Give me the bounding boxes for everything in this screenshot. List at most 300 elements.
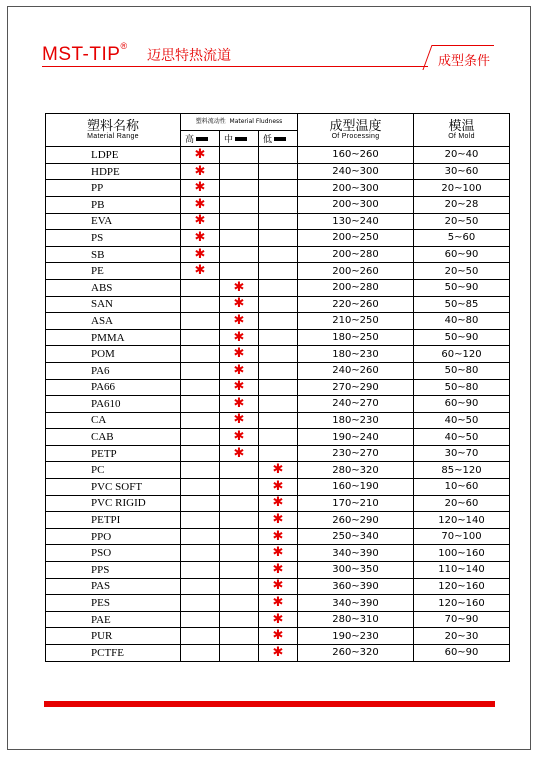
material-name — [46, 545, 181, 562]
section-title: 成型条件 — [438, 54, 491, 69]
table-row — [46, 313, 510, 330]
star-icon: ✱ — [194, 263, 206, 279]
star-icon: ✱ — [233, 445, 245, 461]
flow-mid-cell — [220, 379, 259, 396]
flow-high-cell — [181, 379, 220, 396]
material-name — [46, 429, 181, 446]
flow-mid-cell — [220, 611, 259, 628]
flow-high-cell — [181, 578, 220, 595]
flow-high-label: 高 — [185, 134, 195, 145]
material-name — [46, 562, 181, 579]
material-name-text: PB — [91, 198, 105, 211]
star-icon: ✱ — [194, 163, 206, 179]
material-name — [46, 346, 181, 363]
header-material — [46, 114, 181, 147]
mold-temp: 30~60 — [414, 163, 510, 180]
flow-low-cell — [259, 163, 298, 180]
material-name — [46, 595, 181, 612]
flow-low-cell — [259, 595, 298, 612]
processing-temp: 340~390 — [298, 595, 414, 612]
mold-temp: 40~50 — [414, 412, 510, 429]
star-icon: ✱ — [233, 395, 245, 411]
material-name — [46, 163, 181, 180]
processing-temp: 340~390 — [298, 545, 414, 562]
mold-temp: 60~90 — [414, 645, 510, 662]
mold-temp: 110~140 — [414, 562, 510, 579]
header-process-en: Of Processing — [331, 132, 380, 140]
flow-low-cell — [259, 230, 298, 247]
star-icon: ✱ — [233, 329, 245, 345]
star-icon: ✱ — [272, 478, 284, 494]
table-row — [46, 628, 510, 645]
material-name — [46, 611, 181, 628]
table-row — [46, 412, 510, 429]
flow-mid-cell — [220, 628, 259, 645]
flow-mid-cell — [220, 296, 259, 313]
material-name — [46, 230, 181, 247]
header-flow-cn: 塑料流动性 — [195, 117, 226, 125]
flow-low-cell — [259, 445, 298, 462]
processing-temp: 190~240 — [298, 429, 414, 446]
star-icon: ✱ — [233, 379, 245, 395]
table-row — [46, 611, 510, 628]
mold-temp: 120~160 — [414, 578, 510, 595]
star-icon: ✱ — [233, 362, 245, 378]
flow-mid-cell — [220, 196, 259, 213]
mold-temp: 20~28 — [414, 196, 510, 213]
flow-high-cell — [181, 479, 220, 496]
flow-low-cell — [259, 346, 298, 363]
flow-high-cell — [181, 429, 220, 446]
mold-temp: 5~60 — [414, 230, 510, 247]
header-flow — [181, 114, 298, 131]
header-material-en: Material Range — [87, 132, 139, 140]
flow-mid-cell — [220, 445, 259, 462]
header-flow-en: Material Fludness — [229, 117, 283, 125]
flow-mid-bar — [235, 137, 247, 141]
material-name — [46, 412, 181, 429]
material-name-text: PETPI — [91, 514, 121, 527]
star-icon: ✱ — [194, 229, 206, 245]
header-divider-right — [432, 45, 494, 46]
processing-temp: 240~300 — [298, 163, 414, 180]
table-row — [46, 528, 510, 545]
material-name-text: PA66 — [91, 381, 116, 394]
material-name-text: PS — [91, 231, 104, 244]
mold-temp: 100~160 — [414, 545, 510, 562]
table-row — [46, 479, 510, 496]
header-mold-cn: 模温 — [448, 118, 475, 134]
header-divider — [42, 66, 428, 67]
star-icon: ✱ — [194, 146, 206, 162]
star-icon: ✱ — [272, 561, 284, 577]
material-name — [46, 528, 181, 545]
molding-conditions-table — [45, 113, 510, 662]
material-name-text: PPO — [91, 530, 112, 543]
mold-temp: 120~140 — [414, 512, 510, 529]
header-flow-mid — [220, 130, 259, 147]
material-name-text: PSO — [91, 547, 112, 560]
star-icon: ✱ — [194, 246, 206, 262]
mold-temp: 40~50 — [414, 429, 510, 446]
footer-bar — [44, 701, 495, 707]
material-name-text: PVC RIGID — [91, 497, 146, 510]
processing-temp: 280~320 — [298, 462, 414, 479]
star-icon: ✱ — [272, 545, 284, 561]
flow-low-cell — [259, 495, 298, 512]
header-mold — [414, 114, 510, 147]
flow-low-cell — [259, 246, 298, 263]
material-name-text: ASA — [91, 314, 114, 327]
star-icon: ✱ — [233, 429, 245, 445]
star-icon: ✱ — [272, 611, 284, 627]
mold-temp: 85~120 — [414, 462, 510, 479]
mold-temp: 10~60 — [414, 479, 510, 496]
flow-high-cell — [181, 213, 220, 230]
table-row — [46, 595, 510, 612]
mold-temp: 40~80 — [414, 313, 510, 330]
processing-temp: 300~350 — [298, 562, 414, 579]
flow-mid-cell — [220, 147, 259, 164]
flow-high-cell — [181, 180, 220, 197]
brand-name-cn: 迈思特热流道 — [147, 48, 231, 64]
material-name — [46, 263, 181, 280]
flow-mid-cell — [220, 180, 259, 197]
flow-low-cell — [259, 611, 298, 628]
flow-mid-cell — [220, 412, 259, 429]
mold-temp: 50~85 — [414, 296, 510, 313]
header-mold-en: Of Mold — [448, 132, 475, 140]
mold-temp: 120~160 — [414, 595, 510, 612]
table-row — [46, 645, 510, 662]
processing-temp: 240~270 — [298, 396, 414, 413]
flow-low-cell — [259, 412, 298, 429]
flow-low-cell — [259, 645, 298, 662]
flow-low-cell — [259, 562, 298, 579]
flow-high-cell — [181, 396, 220, 413]
material-name — [46, 296, 181, 313]
flow-high-cell — [181, 628, 220, 645]
table-row — [46, 230, 510, 247]
material-name-text: CA — [91, 414, 107, 427]
processing-temp: 160~190 — [298, 479, 414, 496]
table-row — [46, 429, 510, 446]
star-icon: ✱ — [272, 512, 284, 528]
material-name — [46, 329, 181, 346]
star-icon: ✱ — [272, 578, 284, 594]
flow-low-cell — [259, 213, 298, 230]
table-row — [46, 362, 510, 379]
material-name-text: LDPE — [91, 148, 119, 161]
table-row — [46, 296, 510, 313]
material-name-text: EVA — [91, 215, 113, 228]
flow-mid-cell — [220, 346, 259, 363]
processing-temp: 360~390 — [298, 578, 414, 595]
processing-temp: 270~290 — [298, 379, 414, 396]
flow-mid-cell — [220, 495, 259, 512]
material-name-text: PAE — [91, 613, 111, 626]
star-icon: ✱ — [272, 528, 284, 544]
material-name — [46, 578, 181, 595]
star-icon: ✱ — [233, 346, 245, 362]
flow-high-cell — [181, 147, 220, 164]
flow-low-cell — [259, 263, 298, 280]
material-name-text: PA6 — [91, 364, 110, 377]
material-name — [46, 246, 181, 263]
flow-high-cell — [181, 645, 220, 662]
material-name-text: PP — [91, 182, 104, 195]
material-name-text: PE — [91, 265, 104, 278]
star-icon: ✱ — [233, 312, 245, 328]
star-icon: ✱ — [194, 180, 206, 196]
flow-mid-cell — [220, 528, 259, 545]
flow-high-cell — [181, 230, 220, 247]
material-name — [46, 512, 181, 529]
material-name — [46, 180, 181, 197]
table-row — [46, 545, 510, 562]
flow-low-cell — [259, 396, 298, 413]
flow-mid-cell — [220, 230, 259, 247]
processing-temp: 210~250 — [298, 313, 414, 330]
flow-high-cell — [181, 462, 220, 479]
flow-high-cell — [181, 313, 220, 330]
material-name — [46, 379, 181, 396]
material-name — [46, 645, 181, 662]
mold-temp: 60~90 — [414, 396, 510, 413]
registered-mark: ® — [120, 40, 128, 51]
star-icon: ✱ — [272, 495, 284, 511]
processing-temp: 200~300 — [298, 180, 414, 197]
material-name — [46, 462, 181, 479]
flow-high-cell — [181, 545, 220, 562]
star-icon: ✱ — [272, 628, 284, 644]
mold-temp: 20~100 — [414, 180, 510, 197]
processing-temp: 170~210 — [298, 495, 414, 512]
flow-high-cell — [181, 595, 220, 612]
table-row — [46, 246, 510, 263]
flow-low-cell — [259, 296, 298, 313]
mold-temp: 50~90 — [414, 329, 510, 346]
star-icon: ✱ — [272, 595, 284, 611]
flow-high-cell — [181, 329, 220, 346]
table-row — [46, 346, 510, 363]
flow-mid-cell — [220, 163, 259, 180]
table-row — [46, 263, 510, 280]
flow-mid-cell — [220, 213, 259, 230]
flow-high-cell — [181, 412, 220, 429]
star-icon: ✱ — [272, 462, 284, 478]
processing-temp: 200~300 — [298, 196, 414, 213]
processing-temp: 130~240 — [298, 213, 414, 230]
material-name — [46, 196, 181, 213]
flow-low-cell — [259, 462, 298, 479]
mold-temp: 70~90 — [414, 611, 510, 628]
flow-mid-cell — [220, 313, 259, 330]
flow-high-cell — [181, 196, 220, 213]
flow-mid-cell — [220, 396, 259, 413]
flow-high-cell — [181, 362, 220, 379]
table-row — [46, 196, 510, 213]
material-name — [46, 628, 181, 645]
flow-mid-cell — [220, 429, 259, 446]
material-name — [46, 147, 181, 164]
processing-temp: 200~250 — [298, 230, 414, 247]
table-row — [46, 445, 510, 462]
processing-temp: 220~260 — [298, 296, 414, 313]
material-name — [46, 396, 181, 413]
table-row — [46, 495, 510, 512]
table-row — [46, 562, 510, 579]
material-name-text: PC — [91, 464, 105, 477]
mold-temp: 20~40 — [414, 147, 510, 164]
flow-mid-cell — [220, 246, 259, 263]
mold-temp: 30~70 — [414, 445, 510, 462]
flow-low-cell — [259, 528, 298, 545]
processing-temp: 230~270 — [298, 445, 414, 462]
table-row — [46, 147, 510, 164]
flow-low-cell — [259, 180, 298, 197]
mold-temp: 50~80 — [414, 362, 510, 379]
material-name-text: PPS — [91, 563, 110, 576]
table-row — [46, 279, 510, 296]
flow-high-cell — [181, 296, 220, 313]
material-name — [46, 495, 181, 512]
flow-mid-cell — [220, 362, 259, 379]
processing-temp: 190~230 — [298, 628, 414, 645]
processing-temp: 200~260 — [298, 263, 414, 280]
flow-low-cell — [259, 578, 298, 595]
flow-low-cell — [259, 279, 298, 296]
mold-temp: 70~100 — [414, 528, 510, 545]
processing-temp: 180~250 — [298, 329, 414, 346]
processing-temp: 250~340 — [298, 528, 414, 545]
flow-low-label: 低 — [263, 134, 273, 145]
mold-temp: 20~60 — [414, 495, 510, 512]
star-icon: ✱ — [194, 213, 206, 229]
flow-high-cell — [181, 512, 220, 529]
mold-temp: 20~50 — [414, 263, 510, 280]
table-row — [46, 379, 510, 396]
flow-high-cell — [181, 279, 220, 296]
flow-low-cell — [259, 379, 298, 396]
table-row — [46, 180, 510, 197]
flow-high-cell — [181, 562, 220, 579]
table-row — [46, 578, 510, 595]
brand-name: MST-TIP — [42, 44, 121, 65]
processing-temp: 160~260 — [298, 147, 414, 164]
flow-low-cell — [259, 628, 298, 645]
flow-low-cell — [259, 512, 298, 529]
flow-low-cell — [259, 429, 298, 446]
table-row — [46, 396, 510, 413]
flow-mid-cell — [220, 479, 259, 496]
flow-high-cell — [181, 246, 220, 263]
flow-low-cell — [259, 196, 298, 213]
table-row — [46, 163, 510, 180]
star-icon: ✱ — [233, 412, 245, 428]
processing-temp: 180~230 — [298, 412, 414, 429]
table-row — [46, 329, 510, 346]
star-icon: ✱ — [194, 196, 206, 212]
flow-high-cell — [181, 346, 220, 363]
header-material-cn: 塑料名称 — [86, 118, 139, 134]
flow-low-bar — [274, 137, 286, 141]
material-name — [46, 479, 181, 496]
mold-temp: 60~90 — [414, 246, 510, 263]
flow-mid-cell — [220, 263, 259, 280]
flow-high-cell — [181, 163, 220, 180]
table-row — [46, 512, 510, 529]
material-name — [46, 445, 181, 462]
flow-low-cell — [259, 147, 298, 164]
material-name — [46, 313, 181, 330]
flow-low-cell — [259, 479, 298, 496]
flow-low-cell — [259, 313, 298, 330]
material-name-text: SB — [91, 248, 105, 261]
material-name-text: POM — [91, 348, 115, 361]
material-name-text: PUR — [91, 630, 113, 643]
star-icon: ✱ — [233, 279, 245, 295]
star-icon: ✱ — [233, 296, 245, 312]
flow-mid-cell — [220, 645, 259, 662]
flow-mid-cell — [220, 578, 259, 595]
header-flow-low — [259, 130, 298, 147]
material-name-text: PES — [91, 597, 110, 610]
flow-mid-cell — [220, 545, 259, 562]
mold-temp: 50~90 — [414, 279, 510, 296]
flow-high-cell — [181, 445, 220, 462]
material-name-text: CAB — [91, 431, 114, 444]
star-icon: ✱ — [272, 644, 284, 660]
material-name-text: ABS — [91, 281, 113, 294]
header-process — [298, 114, 414, 147]
material-name — [46, 279, 181, 296]
material-name-text: PMMA — [91, 331, 125, 344]
flow-mid-label: 中 — [224, 134, 234, 145]
flow-high-cell — [181, 528, 220, 545]
header-flow-high — [181, 130, 220, 147]
flow-mid-cell — [220, 562, 259, 579]
flow-mid-cell — [220, 595, 259, 612]
flow-low-cell — [259, 329, 298, 346]
material-name-text: SAN — [91, 298, 114, 311]
flow-mid-cell — [220, 512, 259, 529]
mold-temp: 60~120 — [414, 346, 510, 363]
flow-mid-cell — [220, 462, 259, 479]
table-row — [46, 213, 510, 230]
material-name-text: PAS — [91, 580, 111, 593]
processing-temp: 180~230 — [298, 346, 414, 363]
material-name-text: PVC SOFT — [91, 480, 143, 493]
flow-high-cell — [181, 495, 220, 512]
flow-mid-cell — [220, 329, 259, 346]
mold-temp: 20~50 — [414, 213, 510, 230]
processing-temp: 260~320 — [298, 645, 414, 662]
flow-high-cell — [181, 263, 220, 280]
processing-temp: 280~310 — [298, 611, 414, 628]
material-name-text: PCTFE — [91, 646, 125, 659]
header-process-cn: 成型温度 — [329, 118, 382, 134]
material-name — [46, 213, 181, 230]
processing-temp: 260~290 — [298, 512, 414, 529]
flow-mid-cell — [220, 279, 259, 296]
material-name-text: PETP — [91, 447, 117, 460]
processing-temp: 200~280 — [298, 246, 414, 263]
processing-temp: 200~280 — [298, 279, 414, 296]
material-name-text: HDPE — [91, 165, 120, 178]
mold-temp: 20~30 — [414, 628, 510, 645]
material-name — [46, 362, 181, 379]
